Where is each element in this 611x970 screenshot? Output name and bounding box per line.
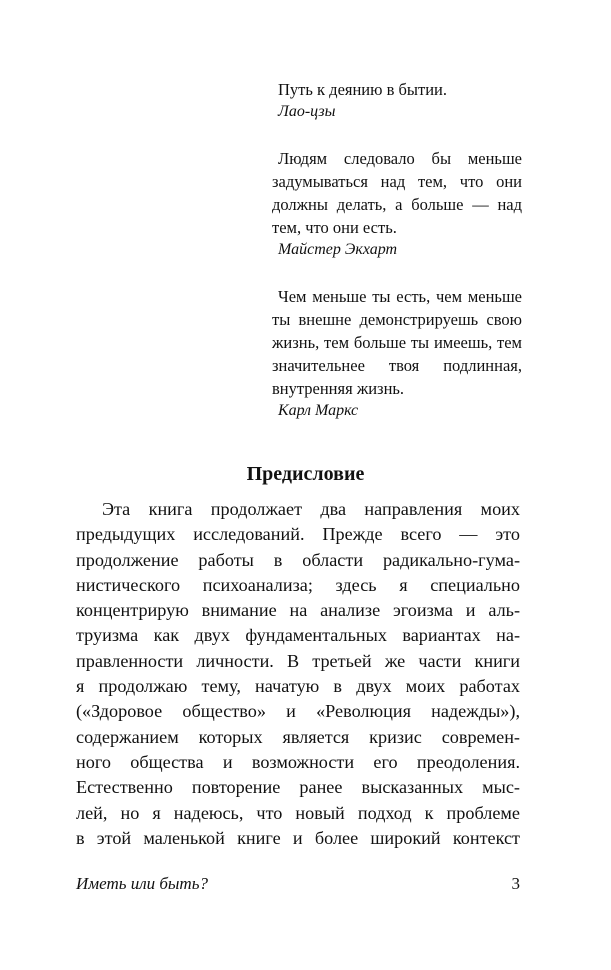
epigraph-text: Чем меньше ты есть, чем меньше ты внешне демонстрируешь свою жизнь, тем больше ты имеешь, тем значительнее твоя подлинная, внутренняя жизнь. bbox=[272, 287, 522, 398]
epigraphs bbox=[272, 78, 522, 446]
body-line: продолжение работы в области радикально-гума- bbox=[76, 549, 520, 570]
body-line: в этой маленькой книге и более широкий контекст bbox=[76, 827, 520, 848]
body-line: ного общества и возможности его преодоления. bbox=[76, 751, 520, 772]
epigraph-3 bbox=[272, 285, 522, 422]
epigraph-text: Путь к деянию в бытии. bbox=[278, 80, 447, 99]
page-number: 3 bbox=[511, 874, 520, 893]
body-text bbox=[76, 497, 520, 851]
running-title: Иметь или быть? bbox=[76, 874, 208, 893]
body-line: правленности личности. В третьей же части книги bbox=[76, 650, 520, 671]
body-line: Эта книга продолжает два направления моих bbox=[102, 499, 520, 519]
body-line: труизма как двух фундаментальных вариантах на- bbox=[76, 625, 520, 646]
body-line: концентрирую внимание на анализе эгоизма и аль- bbox=[76, 600, 520, 621]
body-line: содержанием которых является кризис современ- bbox=[76, 726, 520, 747]
chapter-heading: Предисловие bbox=[246, 463, 365, 485]
epigraph-author: Майстер Экхарт bbox=[278, 241, 398, 258]
epigraph-author: Лао-цзы bbox=[278, 103, 336, 120]
body-line: («Здоровое общество» и «Революция надежды»), bbox=[76, 701, 520, 722]
epigraph-author: Карл Маркс bbox=[278, 402, 359, 419]
body-line: Естественно повторение ранее высказанных мыс- bbox=[76, 777, 520, 798]
body-line: лей, но я надеюсь, что новый подход к проблеме bbox=[76, 802, 520, 823]
epigraph-2 bbox=[272, 147, 522, 261]
epigraph-1 bbox=[272, 78, 522, 123]
body-line: нистического психоанализа; здесь я специально bbox=[76, 574, 520, 595]
body-line: предыдущих исследований. Прежде всего — это bbox=[76, 524, 520, 545]
epigraph-text: Людям следовало бы меньше задумываться над тем, что они должны делать, а больше — над тем, что они есть. bbox=[272, 149, 522, 237]
body-line: я продолжаю тему, начатую в двух моих работах bbox=[76, 676, 520, 697]
